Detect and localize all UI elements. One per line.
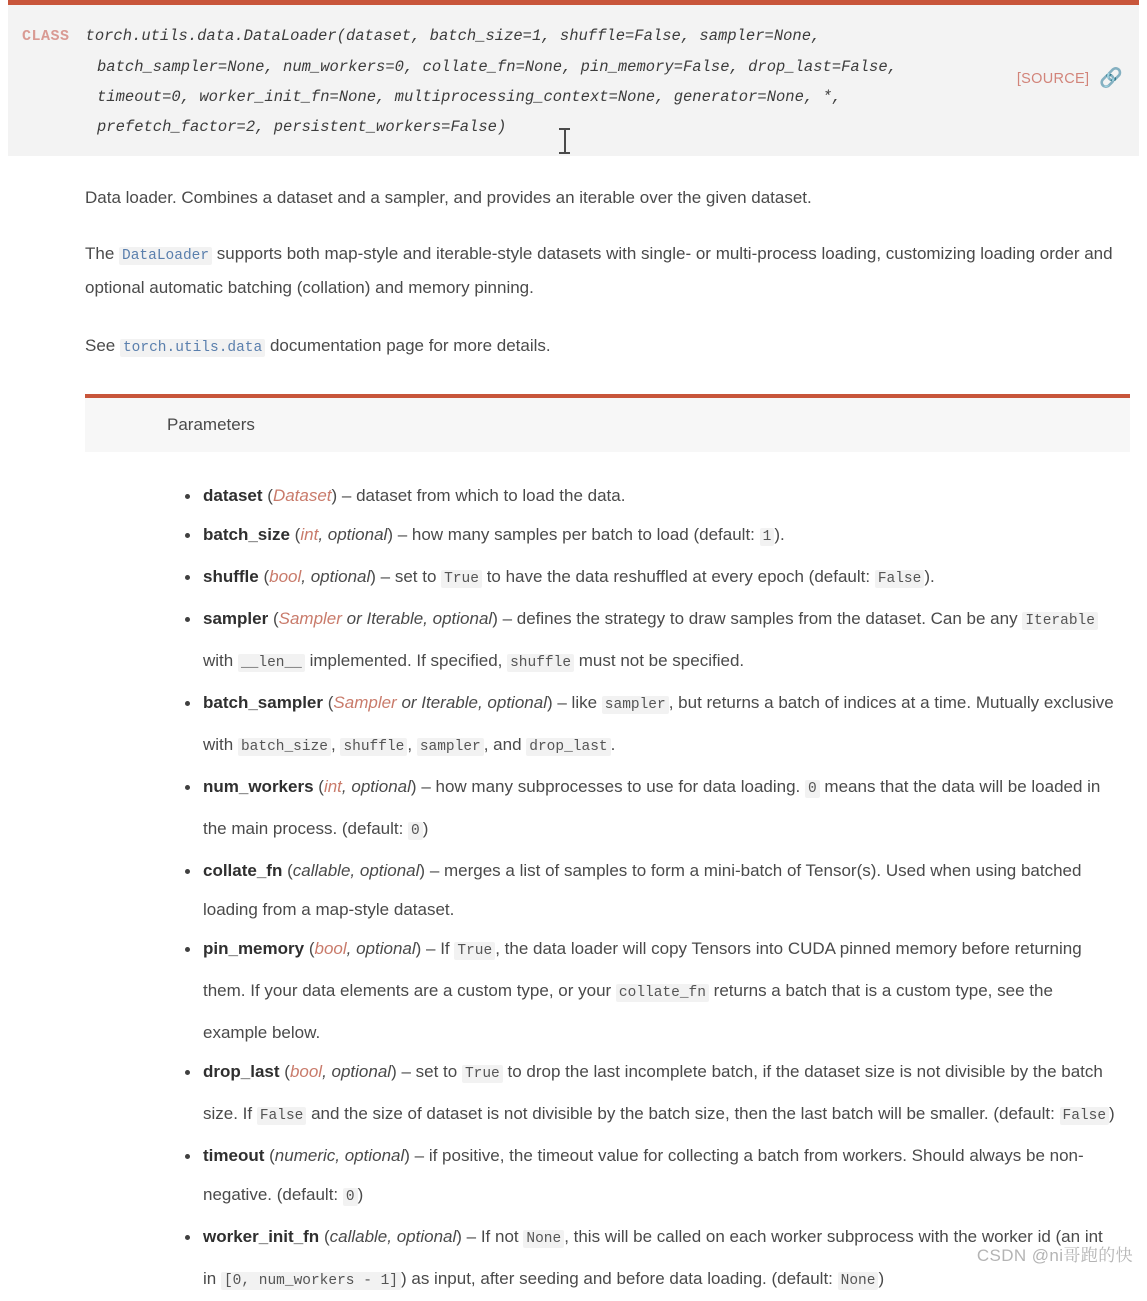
- link-icon[interactable]: 🔗: [1099, 68, 1123, 89]
- parameter-name: batch_size: [203, 525, 290, 544]
- parameter-description-text: must not be specified.: [574, 651, 745, 670]
- parameter-type: int: [300, 525, 319, 544]
- signature-text-4: prefetch_factor=2, persistent_workers=False): [97, 118, 507, 136]
- parameter-description-text: returns a batch that is a custom type, see the example below.: [203, 981, 1053, 1042]
- parameters-body: [85, 452, 1130, 1301]
- parameter-item: [203, 767, 1120, 851]
- parameter-paren-close: ): [492, 609, 498, 628]
- parameter-paren-close: ): [410, 777, 417, 796]
- parameter-description-text: – how many samples per batch to load (default:: [392, 525, 760, 544]
- parameter-description-text: – If not: [461, 1227, 524, 1246]
- parameter-item: [203, 599, 1120, 683]
- signature-line-3: [22, 82, 1125, 112]
- parameter-inline-code: 0: [343, 1188, 358, 1206]
- parameter-paren-close: ): [456, 1227, 462, 1246]
- parameter-description-text: ): [1109, 1104, 1115, 1123]
- parameter-optional-flag: , optional: [301, 567, 371, 586]
- parameter-description-text: ).: [924, 567, 935, 586]
- parameter-description-text: – dataset from which to load the data.: [337, 486, 626, 505]
- parameter-description-text: , but returns a batch of indices at a time. Mutually exclusive with: [203, 693, 1114, 754]
- parameter-paren-open: (: [269, 1146, 275, 1165]
- parameters-list: [85, 476, 1120, 1301]
- para3-pre: See: [85, 336, 116, 355]
- parameter-name: dataset: [203, 486, 263, 505]
- parameter-paren-open: (: [272, 609, 279, 628]
- parameter-paren-close: ): [419, 861, 426, 880]
- parameter-paren-open: (: [308, 939, 315, 958]
- parameter-inline-code: sampler: [602, 696, 669, 714]
- parameter-description-text: ).: [774, 525, 785, 544]
- parameter-paren-open: (: [263, 567, 270, 586]
- parameter-inline-code: 0: [805, 780, 820, 798]
- parameter-paren-close: ): [546, 693, 553, 712]
- parameter-description-text: – if positive, the timeout value for collecting a batch from workers. Should always be non-negative. (default:: [203, 1146, 1084, 1204]
- signature-text-2: batch_sampler=None, num_workers=0, collate_fn=None, pin_memory=False, drop_last=False,: [97, 58, 897, 76]
- parameter-description-text: , the data loader will copy Tensors into CUDA pinned memory before returning them. If your data elements are a custom type, or your: [203, 939, 1082, 1000]
- signature-line-2: [22, 52, 1125, 82]
- signature-text-3: timeout=0, worker_init_fn=None, multiprocessing_context=None, generator=None, *,: [97, 88, 842, 106]
- parameter-item: [203, 929, 1120, 1052]
- parameter-name: sampler: [203, 609, 269, 628]
- description-paragraph-3: [85, 330, 1131, 364]
- parameter-inline-code: Iterable: [1022, 612, 1098, 630]
- csdn-watermark: CSDN @ni哥跑的快: [976, 1246, 1133, 1265]
- parameters-heading: Parameters: [85, 398, 1130, 452]
- parameter-description-text: ) as input, after seeding and before data loading. (default:: [401, 1269, 838, 1288]
- parameter-paren-close: ): [415, 939, 422, 958]
- parameter-optional-flag: or Iterable, optional: [341, 609, 493, 628]
- parameter-description-text: , this will be called on each worker subprocess with the worker id (an int in: [203, 1227, 1103, 1288]
- parameter-inline-code: True: [454, 942, 495, 960]
- parameter-paren-open: (: [323, 1227, 330, 1246]
- dataloader-xref-link[interactable]: DataLoader: [119, 247, 212, 265]
- parameter-name: num_workers: [203, 777, 314, 796]
- class-signature-block: [8, 0, 1139, 156]
- parameter-paren-open: (: [318, 777, 324, 796]
- parameter-inline-code: False: [1060, 1107, 1110, 1125]
- parameter-type: bool: [289, 1062, 323, 1081]
- signature-line-1: [22, 21, 1125, 52]
- parameter-inline-code: drop_last: [526, 738, 610, 756]
- parameter-optional-flag: , optional: [387, 1227, 457, 1246]
- parameter-description-text: .: [610, 735, 616, 754]
- parameter-name: collate_fn: [203, 861, 283, 880]
- parameter-inline-code: shuffle: [507, 654, 574, 672]
- parameter-type: Dataset: [272, 486, 332, 505]
- parameter-description-text: – how many subprocesses to use for data loading.: [416, 777, 805, 796]
- parameter-optional-flag: , optional: [341, 777, 411, 796]
- parameter-inline-code: None: [523, 1230, 564, 1248]
- parameter-item: [203, 557, 1120, 599]
- torch-utils-data-xref-link[interactable]: torch.utils.data: [120, 339, 265, 357]
- signature-text-1: torch.utils.data.DataLoader(dataset, batch_size=1, shuffle=False, sampler=None,: [85, 27, 821, 45]
- parameter-inline-code: batch_size: [238, 738, 331, 756]
- parameter-inline-code: 1: [760, 528, 775, 546]
- parameter-description-text: ,: [407, 735, 417, 754]
- parameter-paren-close: ): [370, 567, 376, 586]
- parameter-inline-code: False: [875, 570, 925, 588]
- para2-post: supports both map-style and iterable-style datasets with single- or multi-process loading, customizing loading order and optional automatic batching (collation) and memory pinning.: [85, 244, 1113, 297]
- parameter-inline-code: sampler: [417, 738, 484, 756]
- signature-line-4: [22, 112, 1125, 142]
- source-link-group[interactable]: [1017, 69, 1123, 88]
- parameter-paren-close: ): [404, 1146, 410, 1165]
- parameter-description-text: ): [878, 1269, 885, 1288]
- parameter-description-text: means that the data will be loaded in the main process. (default:: [203, 777, 1101, 838]
- parameter-paren-open: (: [284, 1062, 290, 1081]
- parameter-name: shuffle: [203, 567, 259, 586]
- parameter-inline-code: [0, num_workers - 1]: [221, 1272, 401, 1290]
- parameter-inline-code: shuffle: [340, 738, 407, 756]
- parameter-paren-close: ): [331, 486, 338, 505]
- parameter-description-text: to drop the last incomplete batch, if the dataset size is not divisible by the batch size. If: [203, 1062, 1103, 1123]
- parameter-type: int: [323, 777, 342, 796]
- para2-pre: The: [85, 244, 115, 263]
- parameter-optional-flag: , optional: [318, 525, 388, 544]
- parameter-description-text: and the size of dataset is not divisible by the batch size, then the last batch will be smaller. (default:: [306, 1104, 1060, 1123]
- parameter-name: pin_memory: [203, 939, 305, 958]
- parameter-description-text: – set to: [396, 1062, 462, 1081]
- parameter-paren-open: (: [287, 861, 293, 880]
- parameter-paren-close: ): [391, 1062, 397, 1081]
- parameter-description-text: ): [357, 1185, 364, 1204]
- parameter-name: batch_sampler: [203, 693, 323, 712]
- parameter-description-text: ,: [330, 735, 341, 754]
- parameter-optional-flag: , optional: [322, 1062, 392, 1081]
- parameter-description-text: with: [203, 651, 238, 670]
- parameter-description-text: implemented. If specified,: [304, 651, 508, 670]
- parameter-item: [203, 476, 1120, 515]
- parameter-inline-code: collate_fn: [616, 984, 709, 1002]
- parameters-field-box: [85, 394, 1130, 1301]
- parameter-paren-open: (: [267, 486, 273, 505]
- parameter-item: [203, 851, 1120, 929]
- parameter-description-text: , and: [483, 735, 527, 754]
- parameter-item: [203, 515, 1120, 557]
- parameter-paren-close: ): [387, 525, 393, 544]
- parameter-optional-flag: , optional: [346, 939, 416, 958]
- parameter-inline-code: 0: [408, 822, 423, 840]
- parameter-description-text: to have the data reshuffled at every epoch (default:: [481, 567, 875, 586]
- parameter-description-text: ): [422, 819, 429, 838]
- para3-post: documentation page for more details.: [269, 336, 551, 355]
- description-paragraph-1: Data loader. Combines a dataset and a sampler, and provides an iterable over the given dataset.: [85, 188, 812, 207]
- parameter-type: callable: [292, 861, 351, 880]
- parameter-item: [203, 1052, 1120, 1136]
- description-paragraph-2: [85, 238, 1131, 304]
- parameter-name: drop_last: [203, 1062, 280, 1081]
- parameter-description-text: – merges a list of samples to form a mini-batch of Tensor(s). Used when using batched loading from a map-style dataset.: [203, 861, 1082, 919]
- parameter-name: timeout: [203, 1146, 265, 1165]
- parameter-inline-code: None: [838, 1272, 879, 1290]
- parameter-optional-flag: , optional: [335, 1146, 405, 1165]
- parameter-inline-code: False: [257, 1107, 307, 1125]
- parameter-description-text: – defines the strategy to draw samples from the dataset. Can be any: [497, 609, 1023, 628]
- parameter-name: worker_init_fn: [203, 1227, 320, 1246]
- parameter-paren-open: (: [327, 693, 334, 712]
- class-keyword-label: CLASS: [22, 28, 70, 45]
- parameter-paren-open: (: [294, 525, 301, 544]
- parameter-description-text: – set to: [375, 567, 442, 586]
- parameter-optional-flag: or Iterable, optional: [396, 693, 547, 712]
- parameter-type: Sampler: [333, 693, 397, 712]
- parameter-item: [203, 683, 1120, 767]
- source-link[interactable]: [SOURCE]: [1016, 70, 1090, 87]
- parameter-inline-code: True: [441, 570, 482, 588]
- parameter-inline-code: __len__: [238, 654, 305, 672]
- parameter-type: numeric: [274, 1146, 336, 1165]
- description-section: [0, 182, 1147, 364]
- parameter-description-text: – like: [552, 693, 602, 712]
- parameter-type: callable: [329, 1227, 388, 1246]
- parameter-type: bool: [269, 567, 302, 586]
- parameter-description-text: – If: [421, 939, 455, 958]
- parameter-optional-flag: , optional: [350, 861, 420, 880]
- parameter-type: Sampler: [278, 609, 342, 628]
- parameter-type: bool: [314, 939, 347, 958]
- parameter-item: [203, 1136, 1120, 1217]
- parameter-inline-code: True: [462, 1065, 503, 1083]
